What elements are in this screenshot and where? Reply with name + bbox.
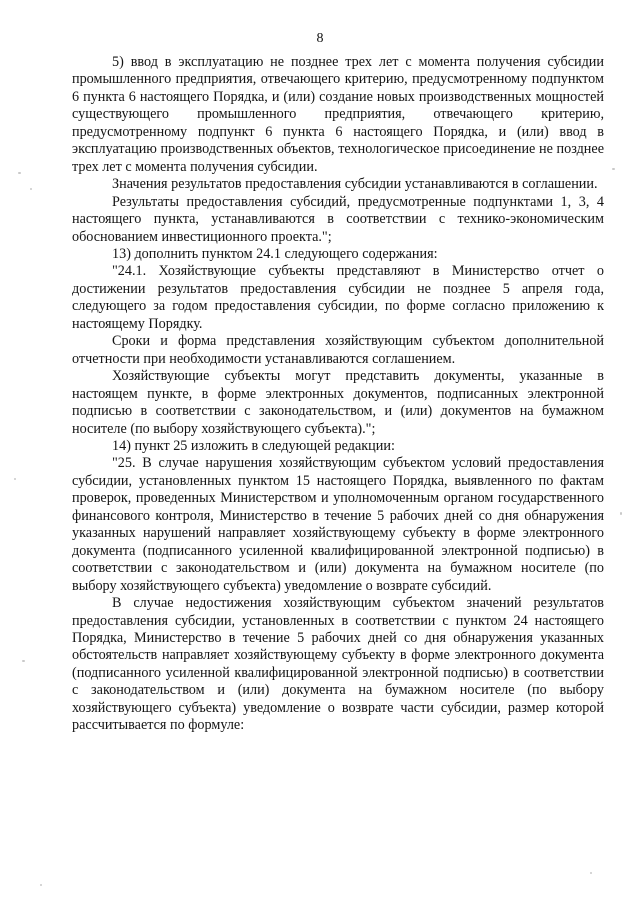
paragraph-non-achievement: В случае недостижения хозяйствующим субъектом значений результатов предоставления субсидии, установленных в соответствии с пунктом 24 настоящего Порядка, Министерство в течение 5 рабочих дней со дня обнаружения указанных обстоятельств направляет хозяйствующему субъекту в форме электронного документа (подписанного усиленной квалифицированной электронной подписью) в соответствии с законодательством и (или) документа на бумажном носителе (по выбору хозяйствующего субъекта) уведомление о возврате части субсидии, размер которой рассчитывается по формуле: (72, 595, 604, 734)
scan-noise (590, 872, 592, 874)
scan-noise (40, 884, 42, 886)
paragraph-result-values: Значения результатов предоставления субсидии устанавливаются в соглашении. (112, 176, 598, 193)
scan-noise (14, 478, 16, 480)
paragraph-clause-24-1: "24.1. Хозяйствующие субъекты представляют в Министерство отчет о достижении результатов предоставления субсидии не позднее 5 апреля года, следующего за годом предоставления субсидии, по форме согласно приложению к настоящему Порядку. (72, 263, 604, 332)
scan-noise (18, 172, 21, 174)
paragraph-item-5: 5) ввод в эксплуатацию не позднее трех лет с момента получения субсидии промышленного предприятия, отвечающего критерию, предусмотренному подпунктом 6 пункта 6 настоящего Порядка, и (или) создание новых производственных мощностей существующего промышленного предприятия, отвечающего критерию, предусмотренному подпункт 6 пункта 6 настоящего Порядка, и (или) ввод в эксплуатацию производственных объектов, технологическое присоединение не позднее трех лет с момента получения субсидии. (72, 54, 604, 175)
document-body (72, 54, 604, 735)
scan-noise (620, 512, 622, 515)
paragraph-clause-25: "25. В случае нарушения хозяйствующим субъектом условий предоставления субсидии, установленных пунктом 15 настоящего Порядка, выявленного по фактам проверок, проведенных Министерством и уполномоченным органом государственного финансового контроля, Министерство в течение 5 рабочих дней со дня обнаружения указанных нарушений направляет хозяйствующему субъекту в форме электронного документа (подписанного усиленной квалифицированной электронной подписью) в соответствии с законодательством и (или) документа на бумажном носителе (по выбору хозяйствующего субъекта) уведомление о возврате субсидий. (72, 455, 604, 594)
paragraph-electronic-docs: Хозяйствующие субъекты могут представить документы, указанные в настоящем пункте, в форме электронных документов, подписанных электронной подписью в соответствии с законодательством, и (или) документов на бумажном носителе (по выбору хозяйствующего субъекта)."; (72, 368, 604, 437)
scan-noise (612, 168, 615, 170)
paragraph-amendment-14: 14) пункт 25 изложить в следующей редакции: (112, 437, 395, 454)
page-number: 8 (316, 31, 324, 46)
paragraph-reporting-terms: Сроки и форма представления хозяйствующим субъектом дополнительной отчетности при необходимости устанавливаются соглашением. (72, 333, 604, 367)
paragraph-results-subitems: Результаты предоставления субсидий, предусмотренные подпунктами 1, 3, 4 настоящего пункта, устанавливаются в соответствии с технико-экономическим обоснованием инвестиционного проекта."; (72, 193, 604, 245)
paragraph-amendment-13: 13) дополнить пунктом 24.1 следующего содержания: (112, 245, 438, 262)
scan-noise (30, 188, 32, 190)
scan-noise (22, 660, 25, 662)
